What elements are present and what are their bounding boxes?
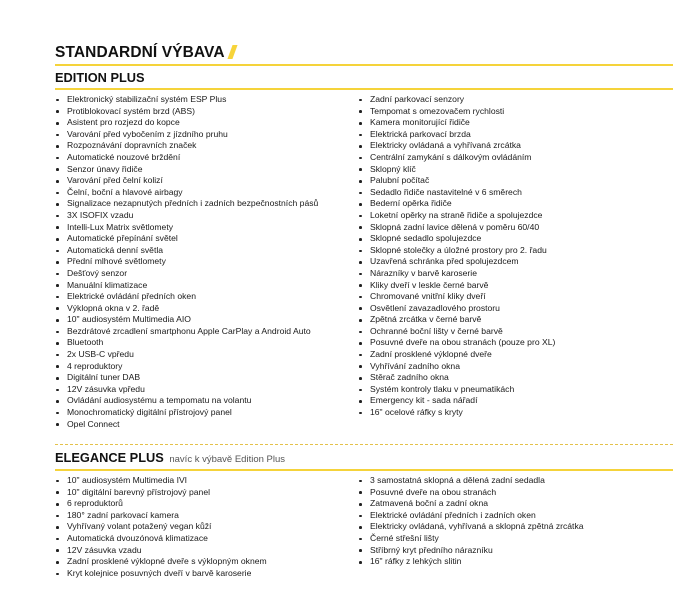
feature-item: Senzor únavy řidiče bbox=[55, 164, 318, 176]
feature-item: Tempomat s omezovačem rychlosti bbox=[358, 106, 555, 118]
feature-item: Sklopné stolečky a úložné prostory pro 2. řadu bbox=[358, 245, 555, 257]
feature-item: Sedadlo řidiče nastavitelné v 6 směrech bbox=[358, 187, 555, 199]
feature-item: 16" ocelové ráfky s kryty bbox=[358, 407, 555, 419]
feature-item: Kliky dveří v leskle černé barvě bbox=[358, 280, 555, 292]
feature-item: 2x USB-C vpředu bbox=[55, 349, 318, 361]
feature-item: 10" audiosystém Multimedia IVI bbox=[55, 475, 267, 487]
feature-item: Sklopná zadní lavice dělená v poměru 60/40 bbox=[358, 222, 555, 234]
feature-item: Posuvné dveře na obou stranách (pouze pro XL) bbox=[358, 337, 555, 349]
feature-item: Digitální tuner DAB bbox=[55, 372, 318, 384]
feature-item: Zadní prosklené výklopné dveře bbox=[358, 349, 555, 361]
feature-item: Posuvné dveře na obou stranách bbox=[358, 487, 584, 499]
feature-item: Chromované vnitřní kliky dveří bbox=[358, 291, 555, 303]
feature-item: Bezdrátové zrcadlení smartphonu Apple CarPlay a Android Auto bbox=[55, 326, 318, 338]
feature-item: Automatická dvouzónová klimatizace bbox=[55, 533, 267, 545]
feature-item: Sklopné sedadlo spolujezdce bbox=[358, 233, 555, 245]
section-divider-elegance-plus bbox=[55, 469, 673, 471]
feature-item: Stříbrný kryt předního nárazníku bbox=[358, 545, 584, 557]
feature-item: 10" audiosystém Multimedia AIO bbox=[55, 314, 318, 326]
feature-item: Elektronický stabilizační systém ESP Plus bbox=[55, 94, 318, 106]
accent-slash-mark bbox=[227, 45, 237, 59]
feature-item: Varování před vybočením z jízdního pruhu bbox=[55, 129, 318, 141]
section-name: ELEGANCE PLUS bbox=[55, 450, 164, 465]
feature-item: Uzavřená schránka před spolujezdcem bbox=[358, 256, 555, 268]
section-title-edition-plus bbox=[55, 70, 145, 85]
feature-item: Rozpoznávání dopravních značek bbox=[55, 140, 318, 152]
section-divider-edition-plus bbox=[55, 88, 673, 90]
elegance-plus-left-list bbox=[55, 475, 267, 579]
feature-item: Manuální klimatizace bbox=[55, 280, 318, 292]
feature-item: Ochranné boční lišty v černé barvě bbox=[358, 326, 555, 338]
feature-item: Loketní opěrky na straně řidiče a spolujezdce bbox=[358, 210, 555, 222]
feature-item: Přední mlhové světlomety bbox=[55, 256, 318, 268]
feature-item: Dešťový senzor bbox=[55, 268, 318, 280]
feature-item: Bluetooth bbox=[55, 337, 318, 349]
feature-item: Bederní opěrka řidiče bbox=[358, 198, 555, 210]
feature-item: Zpětná zrcátka v černé barvě bbox=[358, 314, 555, 326]
elegance-plus-right-list bbox=[358, 475, 584, 568]
feature-item: 3 samostatná sklopná a dělená zadní sedadla bbox=[358, 475, 584, 487]
feature-item: Zadní prosklené výklopné dveře s výklopným oknem bbox=[55, 556, 267, 568]
feature-item: 3X ISOFIX vzadu bbox=[55, 210, 318, 222]
feature-item: 4 reproduktory bbox=[55, 361, 318, 373]
feature-item: 10" digitální barevný přístrojový panel bbox=[55, 487, 267, 499]
feature-item: Varování před čelní kolizí bbox=[55, 175, 318, 187]
feature-item: Protiblokovací systém brzd (ABS) bbox=[55, 106, 318, 118]
feature-item: Centrální zamykání s dálkovým ovládáním bbox=[358, 152, 555, 164]
feature-item: Palubní počítač bbox=[358, 175, 555, 187]
feature-item: 12V zásuvka vpředu bbox=[55, 384, 318, 396]
feature-item: Asistent pro rozjezd do kopce bbox=[55, 117, 318, 129]
feature-item: Elektrické ovládání předních oken bbox=[55, 291, 318, 303]
feature-item: 12V zásuvka vzadu bbox=[55, 545, 267, 557]
feature-item: Systém kontroly tlaku v pneumatikách bbox=[358, 384, 555, 396]
feature-item: Zadní parkovací senzory bbox=[358, 94, 555, 106]
feature-item: Zatmavená boční a zadní okna bbox=[358, 498, 584, 510]
feature-item: Kryt kolejnice posuvných dveří v barvě karoserie bbox=[55, 568, 267, 580]
feature-item: Ovládání audiosystému a tempomatu na volantu bbox=[55, 395, 318, 407]
page-title: STANDARDNÍ VÝBAVA bbox=[55, 44, 225, 61]
feature-item: Stěrač zadního okna bbox=[358, 372, 555, 384]
feature-item: Výklopná okna v 2. řadě bbox=[55, 303, 318, 315]
feature-item: Vyhřívaný volant potažený vegan kůží bbox=[55, 521, 267, 533]
feature-item: 16" ráfky z lehkých slitin bbox=[358, 556, 584, 568]
feature-item: Elektrické ovládání předních i zadních oken bbox=[358, 510, 584, 522]
feature-item: Automatická denní světla bbox=[55, 245, 318, 257]
feature-item: Signalizace nezapnutých předních i zadních bezpečnostních pásů bbox=[55, 198, 318, 210]
feature-item: Sklopný klíč bbox=[358, 164, 555, 176]
feature-item: Čelní, boční a hlavové airbagy bbox=[55, 187, 318, 199]
feature-item: Osvětlení zavazadlového prostoru bbox=[358, 303, 555, 315]
section-separator bbox=[55, 444, 673, 445]
feature-item: Emergency kit - sada nářadí bbox=[358, 395, 555, 407]
feature-item: Elektricky ovládaná, vyhřívaná a sklopná zpětná zrcátka bbox=[358, 521, 584, 533]
feature-item: Monochromatický digitální přístrojový panel bbox=[55, 407, 318, 419]
section-name: EDITION PLUS bbox=[55, 70, 145, 85]
feature-item: Elektricky ovládaná a vyhřívaná zrcátka bbox=[358, 140, 555, 152]
feature-item: Opel Connect bbox=[55, 419, 318, 431]
feature-item: Intelli-Lux Matrix světlomety bbox=[55, 222, 318, 234]
feature-item: Automatické nouzové brždění bbox=[55, 152, 318, 164]
title-underline bbox=[55, 64, 673, 66]
edition-plus-right-list bbox=[358, 94, 555, 419]
feature-item: Nárazníky v barvě karoserie bbox=[358, 268, 555, 280]
feature-item: 6 reproduktorů bbox=[55, 498, 267, 510]
feature-item: Černé střešní lišty bbox=[358, 533, 584, 545]
feature-item: 180° zadní parkovací kamera bbox=[55, 510, 267, 522]
feature-item: Automatické přepínání světel bbox=[55, 233, 318, 245]
feature-item: Elektrická parkovací brzda bbox=[358, 129, 555, 141]
section-title-elegance-plus bbox=[55, 450, 285, 465]
section-subtitle: navíc k výbavě Edition Plus bbox=[169, 454, 286, 465]
edition-plus-left-list bbox=[55, 94, 318, 430]
feature-item: Vyhřívání zadního okna bbox=[358, 361, 555, 373]
feature-item: Kamera monitorující řidiče bbox=[358, 117, 555, 129]
